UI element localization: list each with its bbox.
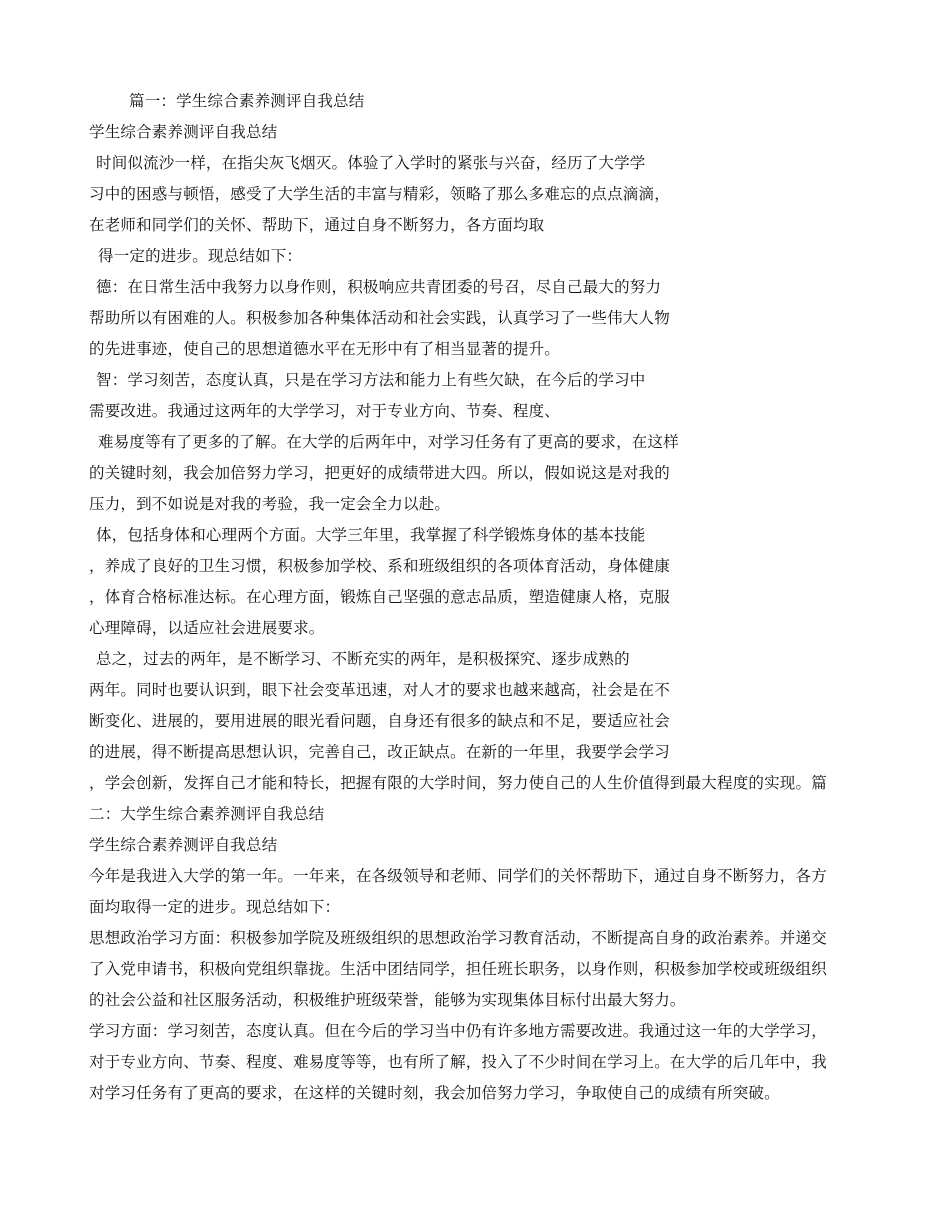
part1-line: 时间似流沙一样，在指尖灰飞烟灭。体验了入学时的紧张与兴奋，经历了大学学 [96,154,646,172]
part1-line: 难易度等有了更多的了解。在大学的后两年中，对学习任务有了更高的要求，在这样 [98,433,679,451]
part2-line: 了入党申请书，积极向党组织靠拢。生活中团结同学，担任班长职务，以身作则，积极参加学校或班级组织 [89,960,827,978]
part2-line: 今年是我进入大学的第一年。一年来，在各级领导和老师、同学们的关怀帮助下，通过自身不断努力，各方 [89,867,827,885]
part1-line: 需要改进。我通过这两年的大学学习，对于专业方向、节奏、程度、 [89,402,561,420]
part2-line: 面均取得一定的进步。现总结如下： [89,898,341,916]
part1-line: 总之，过去的两年，是不断学习、不断充实的两年，是积极探究、逐步成熟的 [96,650,630,668]
part1-heading: 篇一：学生综合素养测评自我总结 [129,92,365,110]
part1-line: 习中的困惑与顿悟，感受了大学生活的丰富与精彩，领略了那么多难忘的点点滴滴， [89,185,670,203]
part2-heading: 二：大学生综合素养测评自我总结 [89,805,325,823]
part2-line: 对学习任务有了更高的要求，在这样的关键时刻，我会加倍努力学习，争取使自己的成绩有所突破。 [89,1084,780,1102]
part1-line: ，学会创新，发挥自己才能和特长，把握有限的大学时间，努力使自己的人生价值得到最大程度的实现。篇 [89,774,827,792]
part1-line: 心理障碍，以适应社会进展要求。 [89,619,325,637]
part2-line: 思想政治学习方面：积极参加学院及班级组织的思想政治学习教育活动，不断提高自身的政治素养。并递交 [89,929,827,947]
part1-line: ，养成了良好的卫生习惯，积极参加学校、系和班级组织的各项体育活动，身体健康 [89,557,670,575]
part1-line: 压力，到不如说是对我的考验，我一定会全力以赴。 [89,495,451,513]
part1-line: 智：学习刻苦，态度认真，只是在学习方法和能力上有些欠缺，在今后的学习中 [96,371,646,389]
part1-line: 体，包括身体和心理两个方面。大学三年里，我掌握了科学锻炼身体的基本技能 [96,526,646,544]
part1-line: 的关键时刻，我会加倍努力学习，把更好的成绩带进大四。所以，假如说这是对我的 [89,464,670,482]
part2-line: 学习方面：学习刻苦，态度认真。但在今后的学习当中仍有许多地方需要改进。我通过这一年的大学学习， [89,1022,827,1040]
part1-line: ，体育合格标准达标。在心理方面，锻炼自己坚强的意志品质，塑造健康人格，克服 [89,588,670,606]
part1-line: 的先进事迹，使自己的思想道德水平在无形中有了相当显著的提升。 [89,340,561,358]
part1-line: 德：在日常生活中我努力以身作则，积极响应共青团委的号召，尽自己最大的努力 [96,278,662,296]
part1-line: 在老师和同学们的关怀、帮助下，通过自身不断努力，各方面均取 [89,216,545,234]
part1-line: 得一定的进步。现总结如下： [98,247,303,265]
part1-line: 两年。同时也要认识到，眼下社会变革迅速，对人才的要求也越来越高，社会是在不 [89,681,670,699]
part2-title: 学生综合素养测评自我总结 [89,836,278,854]
part2-line: 的社会公益和社区服务活动，积极维护班级荣誉，能够为实现集体目标付出最大努力。 [89,991,686,1009]
part1-line: 断变化、进展的，要用进展的眼光看问题，自身还有很多的缺点和不足，要适应社会 [89,712,670,730]
part1-title: 学生综合素养测评自我总结 [89,123,278,141]
part2-line: 对于专业方向、节奏、程度、难易度等等，也有所了解，投入了不少时间在学习上。在大学的后几年中，我 [89,1053,827,1071]
part1-line: 帮助所以有困难的人。积极参加各种集体活动和社会实践，认真学习了一些伟大人物 [89,309,670,327]
part1-line: 的进展，得不断提高思想认识，完善自己，改正缺点。在新的一年里，我要学会学习 [89,743,670,761]
